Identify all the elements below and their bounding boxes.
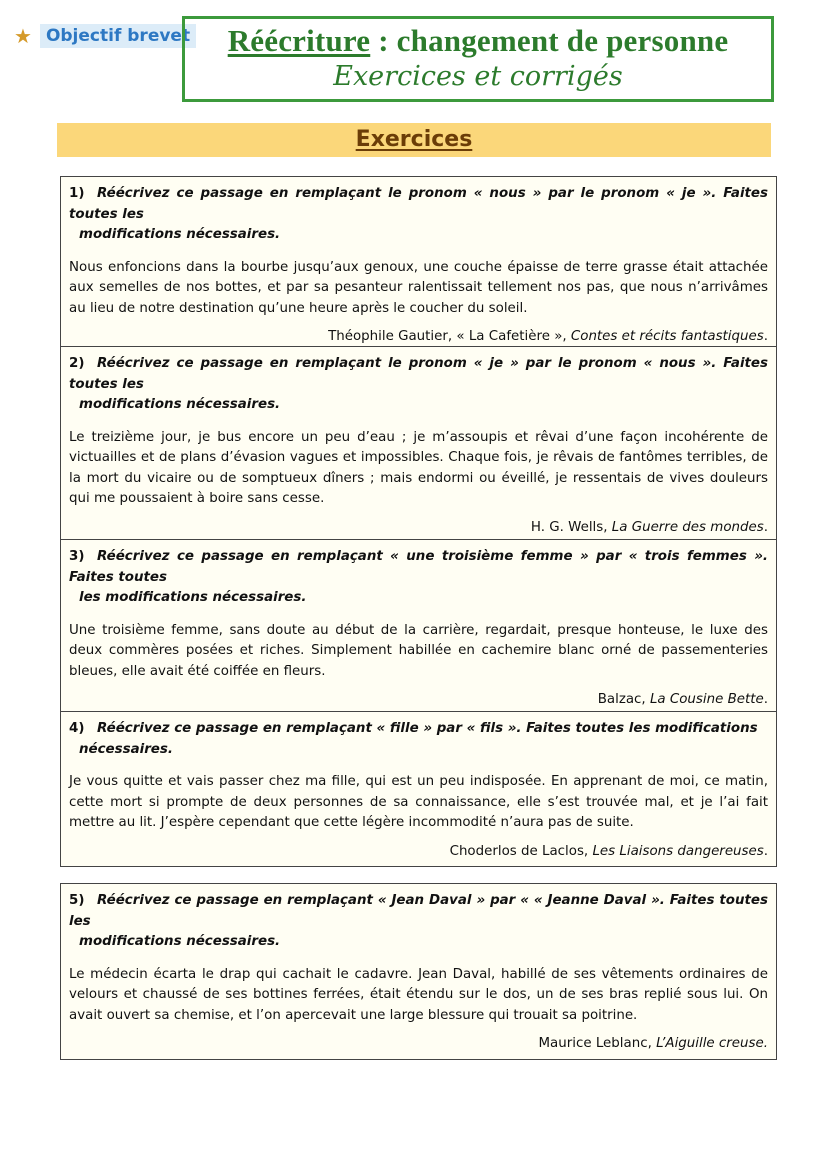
title-rest: : changement de personne	[370, 23, 729, 58]
source-author: Maurice Leblanc,	[538, 1036, 657, 1051]
exercise-number: 5)	[69, 893, 85, 908]
page-subtitle: Exercices et corrigés	[333, 61, 623, 92]
exercise-passage: Le treizième jour, je bus encore un peu d’eau ; je m’assoupis et rêvai d’une façon incohérente de victuailles et de plans d’évasion vagues et impossibles. Chaque fois, je rêvais de fantômes terribles, de la mort du vicaire ou de somptueux dîners ; mais endormi ou éveillé, je ressentais de vives douleurs qui me poussaient à boire sans cesse.	[69, 429, 768, 506]
exercise-passage: Je vous quitte et vais passer chez ma fille, qui est un peu indisposée. En apprenant de moi, ce matin, cette mort si prompte de deux personnes de sa connaissance, elle s’est trouvée mal, et je l’ai fait mettre au lit. J’espère cependant que cette légère incommodité n’aura pas de suite.	[69, 774, 768, 830]
source-author: Théophile Gautier, « La Cafetière »,	[328, 329, 571, 344]
exercise-source	[69, 327, 768, 348]
instruction-text: Réécrivez ce passage en remplaçant « une troisième femme » par « trois femmes ». Faites toutes	[69, 549, 768, 585]
page-title	[185, 23, 771, 59]
exercise-instruction	[69, 547, 768, 609]
exercise-instruction	[69, 184, 768, 246]
instruction-text: Réécrivez ce passage en remplaçant le pronom « je » par le pronom « nous ». Faites toutes les	[69, 356, 768, 392]
exercise-number: 3)	[69, 549, 85, 564]
title-main: Réécriture	[227, 23, 371, 58]
section-title: Exercices	[355, 127, 473, 152]
source-end: .	[763, 329, 768, 344]
instruction-text-cont: les modifications nécessaires.	[79, 590, 307, 605]
source-end: .	[763, 519, 768, 535]
instruction-text: Réécrivez ce passage en remplaçant « Jean Daval » par « « Jeanne Daval ». Faites toutes les	[69, 893, 768, 929]
exercise-3	[60, 539, 777, 716]
exercise-source	[69, 518, 768, 539]
exercise-number: 4)	[69, 721, 85, 736]
exercise-source	[69, 1034, 768, 1055]
title-box	[182, 16, 774, 102]
star-icon: ★	[14, 24, 32, 48]
exercise-number: 2)	[69, 356, 85, 371]
badge-label: Objectif brevet	[40, 24, 196, 48]
exercise-source	[69, 690, 768, 711]
exercise-instruction	[69, 354, 768, 416]
source-work: La Guerre des mondes	[611, 519, 764, 535]
exercise-passage: Une troisième femme, sans doute au début de la carrière, regardait, presque honteuse, le luxe des deux commères posées et riches. Simplement habillée en cachemire blanc orné de passementeries bleues, elle avait été coiffée en fleurs.	[69, 622, 768, 679]
exercise-passage: Nous enfoncions dans la bourbe jusqu’aux genoux, une couche épaisse de terre grasse était attachée aux semelles de nos bottes, et par sa pesanteur ralentissait tellement nos pas, que nous n’arrivâmes au lieu de notre destination qu’une heure après le coucher du soleil.	[69, 259, 768, 316]
source-work: L’Aiguille creuse.	[656, 1036, 768, 1051]
source-end: .	[763, 692, 768, 707]
instruction-text: Réécrivez ce passage en remplaçant le pronom « nous » par le pronom « je ». Faites toutes les	[69, 186, 768, 222]
section-header	[57, 123, 771, 157]
objective-badge	[14, 24, 196, 48]
instruction-text: Réécrivez ce passage en remplaçant « fille » par « fils ». Faites toutes les modifications	[97, 721, 758, 736]
exercise-5	[60, 883, 777, 1060]
exercise-instruction	[69, 891, 768, 953]
source-work: Les Liaisons dangereuses	[592, 843, 764, 859]
instruction-text-cont: modifications nécessaires.	[79, 397, 281, 412]
source-author: Choderlos de Laclos,	[449, 843, 593, 859]
source-end: .	[763, 843, 768, 859]
exercise-passage: Le médecin écarta le drap qui cachait le cadavre. Jean Daval, habillé de ses vêtements ordinaires de velours et chaussé de ses bottines ferrées, était étendu sur le dos, un de ses bras replié sous lui. On avait ouvert sa chemise, et l’on apercevait une large blessure qui trouait sa poitrine.	[69, 966, 768, 1023]
source-work: La Cousine Bette	[649, 692, 764, 707]
exercise-source	[69, 842, 768, 863]
instruction-text-cont: modifications nécessaires.	[79, 934, 281, 949]
instruction-text-cont: modifications nécessaires.	[79, 227, 281, 242]
exercise-4	[60, 711, 777, 867]
instruction-text-cont: nécessaires.	[79, 741, 173, 757]
source-author: Balzac,	[597, 692, 650, 707]
source-work: Contes et récits fantastiques	[570, 329, 764, 344]
exercise-instruction	[69, 719, 768, 760]
exercise-2	[60, 346, 777, 543]
source-author: H. G. Wells,	[530, 519, 612, 535]
exercise-1	[60, 176, 777, 353]
exercise-number: 1)	[69, 186, 85, 201]
